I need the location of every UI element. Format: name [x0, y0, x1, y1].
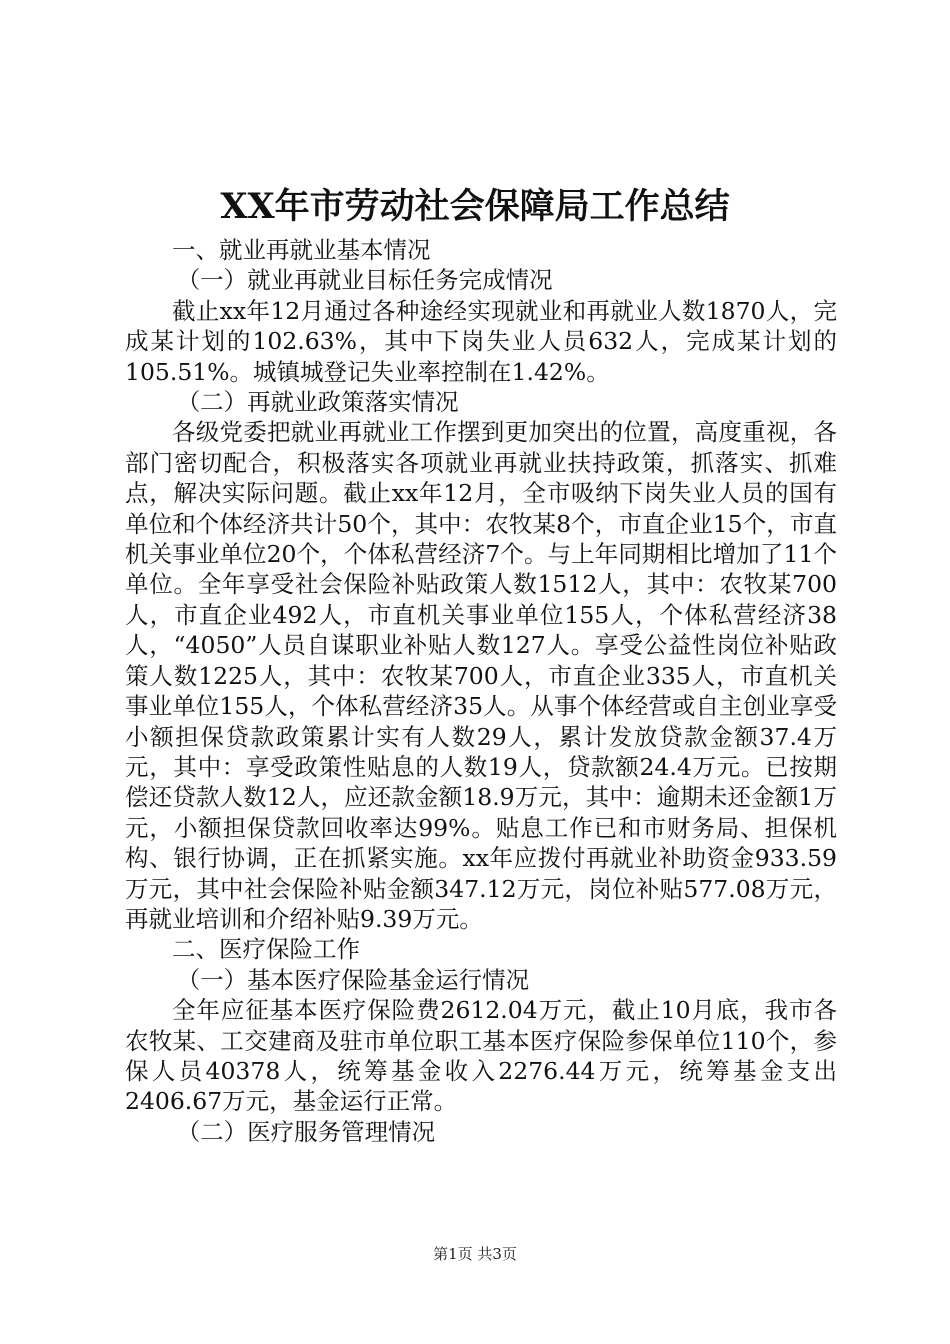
body-paragraph: 全年应征基本医疗保险费2612.04万元，截止10月底，我市各农牧某、工交建商及驻市单位职工基本医疗保险参保单位110个，参保人员40378人，统筹基金收入2276.44万元，统筹基金支出2406.67万元，基金运行正常。 [125, 996, 837, 1116]
section-heading: 二、医疗保险工作 [172, 935, 360, 964]
page-footer: 第1页 共3页 [433, 1245, 517, 1263]
body-paragraph: 各级党委把就业再就业工作摆到更加突出的位置，高度重视，各部门密切配合，积极落实各项就业再就业扶持政策，抓落实、抓难点，解决实际问题。截止xx年12月，全市吸纳下岗失业人员的国有单位和个体经济共计50个，其中：农牧某8个，市直企业15个，市直机关事业单位20个，个体私营经济7个。与上年同期相比增加了11个单位。全年享受社会保险补贴政策人数1512人，其中：农牧某700人，市直企业492人，市直机关事业单位155人，个体私营经济38人，“4050”人员自谋职业补贴人数127人。享受公益性岗位补贴政策人数1225人，其中：农牧某700人，市直企业335人，市直机关事业单位155人，个体私营经济35人。从事个体经营或自主创业享受小额担保贷款政策累计实有人数29人，累计发放贷款金额37.4万元，其中：享受政策性贴息的人数19人，贷款额24.4万元。已按期偿还贷款人数12人，应还款金额18.9万元，其中：逾期未还金额1万元，小额担保贷款回收率达99%。贴息工作已和市财务局、担保机构、银行协调，正在抓紧实施。xx年应拨付再就业补助资金933.59万元，其中社会保险补贴金额347.12万元，岗位补贴577.08万元，再就业培训和介绍补贴9.39万元。 [125, 418, 837, 933]
subsection-heading: （二）再就业政策落实情况 [176, 388, 459, 417]
subsection-heading: （二）医疗服务管理情况 [176, 1117, 436, 1146]
document-title: XX年市劳动社会保障局工作总结 [220, 186, 730, 227]
subsection-heading: （一）基本医疗保险基金运行情况 [176, 965, 530, 994]
document-body [125, 235, 837, 1147]
subsection-heading: （一）就业再就业目标任务完成情况 [176, 266, 553, 295]
section-heading: 一、就业再就业基本情况 [172, 236, 431, 264]
body-paragraph: 截止xx年12月通过各种途经实现就业和再就业人数1870人，完成某计划的102.63%，其中下岗失业人员632人，完成某计划的105.51%。城镇城登记失业率控制在1.42%。 [125, 296, 837, 386]
